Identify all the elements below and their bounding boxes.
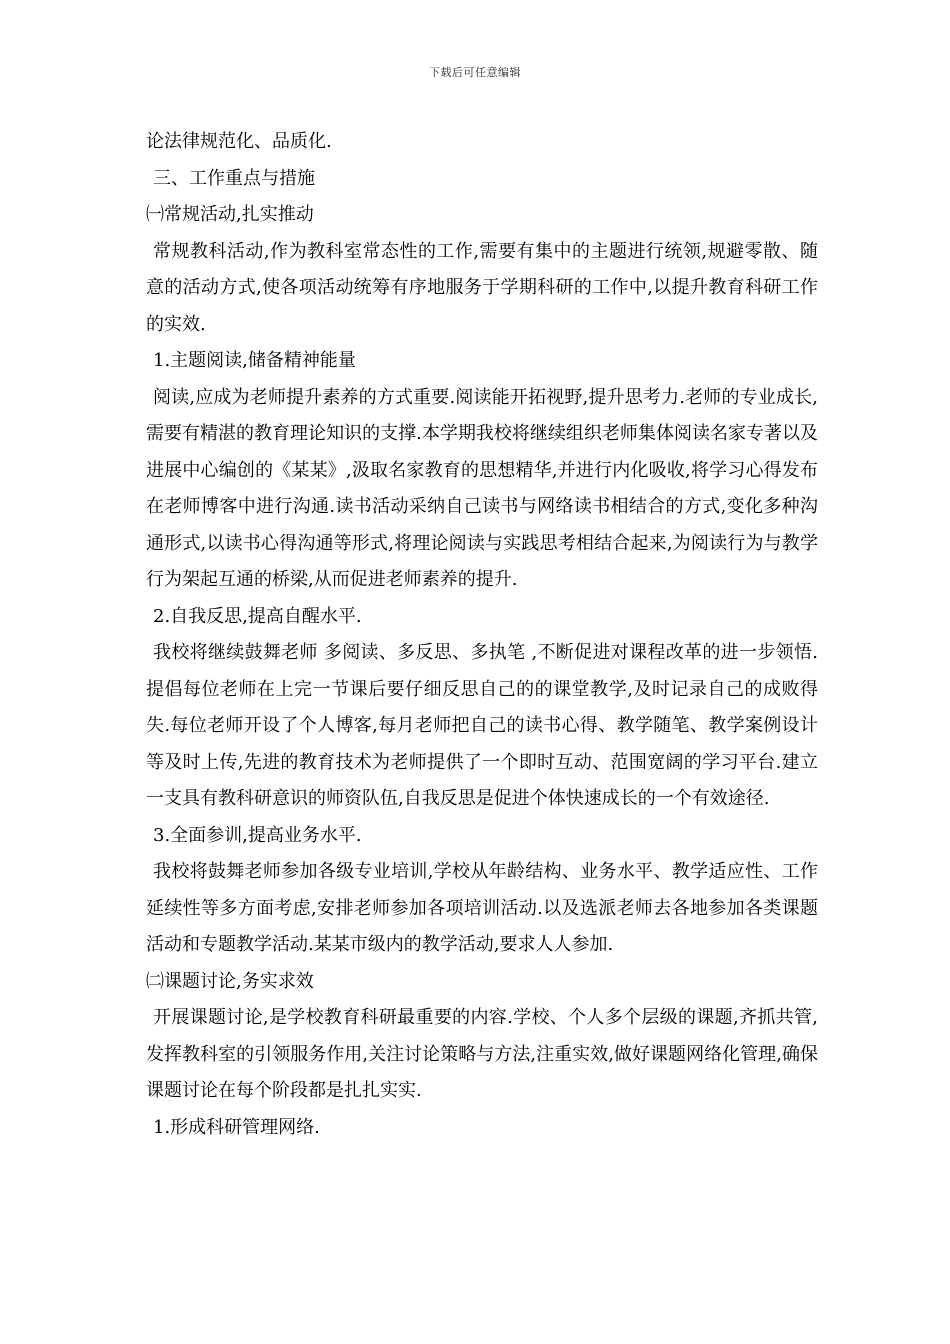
paragraph-training: 我校将鼓舞老师参加各级专业培训,学校从年龄结构、业务水平、教学适应性、工作延续性等多方面考虑,安排老师参加各项培训活动.以及选派老师去各地参加各类课题活动和专题教学活动.某某市级内的教学活动,要求人人参加. (146, 861, 818, 955)
document-body (146, 124, 818, 1146)
paragraph-self-reflection: 我校将继续鼓舞老师 多阅读、多反思、多执笔 ,不断促进对课程改革的进一步领悟.提倡每位老师在上完一节课后要仔细反思自己的的课堂教学,及时记录自己的成败得失.每位老师开设了个人博客,每月老师把自己的读书心得、教学随笔、教学案例设计等及时上传,先进的教育技术为老师提供了一个即时互动、范围宽阔的学习平台.建立一支具有教科研意识的师资队伍,自我反思是促进个体快速成长的一个有效途径. (146, 642, 818, 809)
paragraph-topic-research: 开展课题讨论,是学校教育科研最重要的内容.学校、个人多个层级的课题,齐抓共管,发挥教科室的引领服务作用,关注讨论策略与方法,注重实效,做好课题网络化管理,确保课题讨论在每个阶段都是扎扎实实. (146, 1007, 818, 1101)
item-heading-4: 1.形成科研管理网络. (153, 1116, 320, 1138)
subsection-heading-1: ㈠常规活动,扎实推动 (146, 204, 314, 225)
item-heading-1: 1.主题阅读,储备精神能量 (153, 350, 356, 371)
paragraph-theme-reading: 阅读,应成为老师提升素养的方式重要.阅读能开拓视野,提升思考力.老师的专业成长,需要有精湛的教育理论知识的支撑.本学期我校将继续组织老师集体阅读名家专著以及进展中心编创的《某某》,汲取名家教育的思想精华,并进行内化吸收,将学习心得发布在老师博客中进行沟通.读书活动采纳自己读书与网络读书相结合的方式,变化多种沟通形式,以读书心得沟通等形式,将理论阅读与实践思考相结合起来,为阅读行为与教学行为架起互通的桥梁,从而促进老师素养的提升. (146, 386, 818, 590)
paragraph-continuation: 论法律规范化、品质化. (146, 131, 332, 152)
item-heading-2: 2.自我反思,提高自醒水平. (153, 605, 362, 627)
section-heading-3: 三、工作重点与措施 (153, 167, 315, 189)
subsection-heading-2: ㈡课题讨论,务实求效 (146, 970, 314, 992)
page-header: 下载后可任意编辑 (429, 66, 521, 79)
paragraph-routine-activities: 常规教科活动,作为教科室常态性的工作,需要有集中的主题进行统领,规避零散、随意的活动方式,使各项活动统筹有序地服务于学期科研的工作中,以提升教育科研工作的实效. (146, 240, 818, 335)
item-heading-3: 3.全面参训,提高业务水平. (153, 824, 362, 846)
